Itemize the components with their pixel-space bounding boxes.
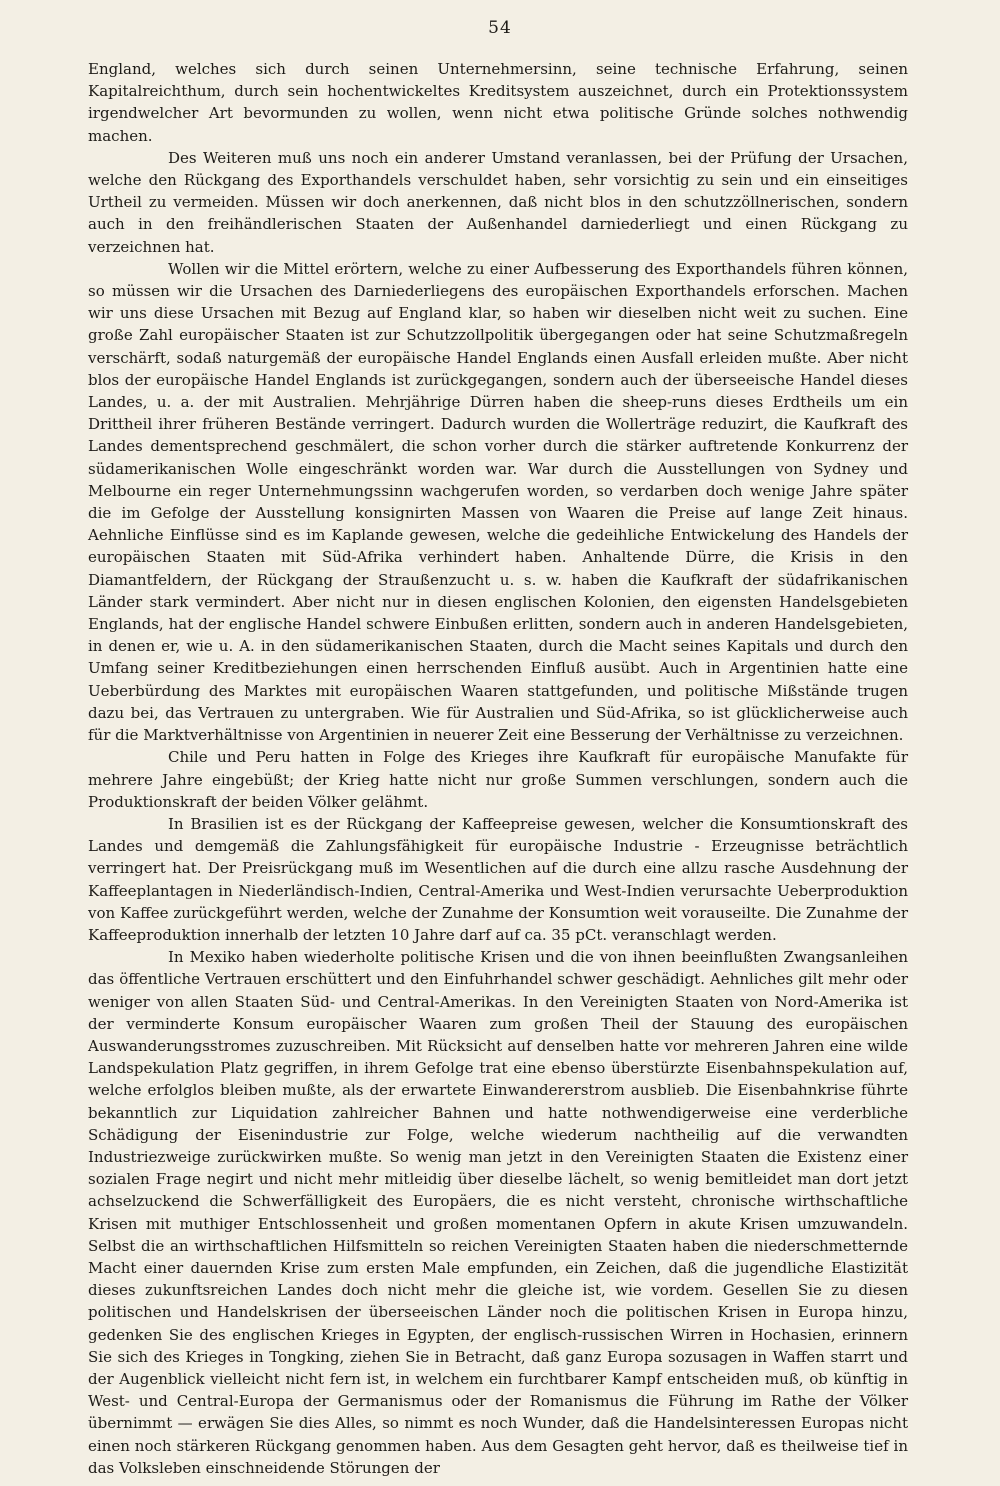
paragraph: Wollen wir die Mittel erörtern, welche zu einer Aufbesserung des Exporthandels führen können, so müssen wir die Ursachen des Darniederliegens des europäischen Exporthandels erforschen. Machen wir uns diese Ursachen mit Bezug auf England klar, so haben wir dieselben nicht weit zu suchen. Eine große Zahl europäischer Staaten ist zur Schutzzollpolitik übergegangen oder hat seine Schutzmaßregeln verschärft, sodaß naturgemäß der europäische Handel Englands einen Ausfall erleiden mußte. Aber nicht blos der europäische Handel Englands ist zurückgegangen, sondern auch der überseeische Handel dieses Landes, u. a. der mit Australien. Mehrjährige Dürren haben die sheep-runs dieses Erdtheils um ein Drittheil ihrer früheren Bestände verringert. Dadurch wurden die Wollerträge reduzirt, die Kaufkraft des Landes dementsprechend geschmälert, die schon vorher durch die stärker auftretende Konkurrenz der südamerikanischen Wolle eingeschränkt worden war. War durch die Ausstellungen von Sydney und Melbourne ein reger Unternehmungssinn wachgerufen worden, so verdarben doch wenige Jahre später die im Gefolge der Ausstellung konsignirten Massen von Waaren die Preise auf lange Zeit hinaus. Aehnliche Einflüsse sind es im Kaplande gewesen, welche die gedeihliche Entwickelung des Handels der europäischen Staaten mit Süd-Afrika verhindert haben. Anhaltende Dürre, die Krisis in den Diamantfeldern, der Rückgang der Straußenzucht u. s. w. haben die Kaufkraft der südafrikanischen Länder stark vermindert. Aber nicht nur in diesen englischen Kolonien, den eigensten Handelsgebieten Englands, hat der englische Handel schwere Einbußen erlitten, sondern auch in anderen Handelsgebieten, in denen er, wie u. A. in den südamerikanischen Staaten, durch die Macht seines Kapitals und durch den Umfang seiner Kreditbeziehungen einen herrschenden Einfluß ausübt. Auch in Argentinien hatte eine Ueberbürdung des Marktes mit europäischen Waaren stattgefunden, und politische Mißstände trugen dazu bei, das Vertrauen zu untergraben. Wie für Australien und Süd-Afrika, so ist glücklicherweise auch für die Marktverhältnisse von Argentinien in neuerer Zeit eine Besserung der Verhältnisse zu verzeichnen. <box>88 259 908 745</box>
paragraph: Des Weiteren muß uns noch ein anderer Umstand veranlassen, bei der Prüfung der Ursachen, welche den Rückgang des Exporthandels verschuldet haben, sehr vorsichtig zu sein und ein einseitiges Urtheil zu vermeiden. Müssen wir doch anerkennen, daß nicht blos in den schutzzöllnerischen, sondern auch in den freihändlerischen Staaten der Außenhandel darniederliegt und einen Rückgang zu verzeichnen hat. <box>88 148 908 256</box>
paragraph: England, welches sich durch seinen Unternehmersinn, seine technische Erfahrung, seinen Kapitalreichthum, durch sein hochentwickeltes Kreditsystem auszeichnet, durch ein Protektionssystem irgendwelcher Art bevormunden zu wollen, wenn nicht etwa politische Gründe solches nothwendig machen. <box>88 60 908 145</box>
body-text <box>88 58 908 1479</box>
paragraph: Chile und Peru hatten in Folge des Krieges ihre Kaufkraft für europäische Manufakte für mehrere Jahre eingebüßt; der Krieg hatte nicht nur große Summen verschlungen, sondern auch die Produktionskraft der beiden Völker gelähmt. <box>88 748 908 811</box>
paragraph: In Mexiko haben wiederholte politische Krisen und die von ihnen beeinflußten Zwangsanleihen das öffentliche Vertrauen erschüttert und den Einfuhrhandel schwer geschädigt. Aehnliches gilt mehr oder weniger von allen Staaten Süd- und Central-Amerikas. In den Vereinigten Staaten von Nord-Amerika ist der verminderte Konsum europäischer Waaren zum großen Theil der Stauung des europäischen Auswanderungsstromes zuzuschreiben. Mit Rücksicht auf denselben hatte vor mehreren Jahren eine wilde Landspekulation Platz gegriffen, in ihrem Gefolge trat eine ebenso überstürzte Eisenbahnspekulation auf, welche erfolglos bleiben mußte, als der erwartete Einwandererstrom ausblieb. Die Eisenbahnkrise führte bekanntlich zur Liquidation zahlreicher Bahnen und hatte nothwendigerweise eine verderbliche Schädigung der Eisenindustrie zur Folge, welche wiederum nachtheilig auf die verwandten Industriezweige zurückwirken mußte. So wenig man jetzt in den Vereinigten Staaten die Existenz einer sozialen Frage negirt und nicht mehr mitleidig über dieselbe lächelt, so wenig bemitleidet man dort jetzt achselzuckend die Schwerfälligkeit des Europäers, die es nicht versteht, chronische wirthschaftliche Krisen mit muthiger Entschlossenheit und großen momentanen Opfern in akute Krisen umzuwandeln. Selbst die an wirthschaftlichen Hilfsmitteln so reichen Vereinigten Staaten haben die niederschmetternde Macht einer dauernden Krise zum ersten Male empfunden, ein Zeichen, daß die jugendliche Elastizität dieses zukunftsreichen Landes doch nicht mehr die gleiche ist, wie vordem. Gesellen Sie zu diesen politischen und Handelskrisen der überseeischen Länder noch die politischen Krisen in Europa hinzu, gedenken Sie des englischen Krieges in Egypten, der englisch-russischen Wirren in Hochasien, erinnern Sie sich des Krieges in Tongking, ziehen Sie in Betracht, daß ganz Europa sozusagen in Waffen starrt und der Augenblick vielleicht nicht fern ist, in welchem ein furchtbarer Kampf entscheiden muß, ob künftig in West- und Central-Europa der Germanismus oder der Romanismus die Führung im Rathe der Völker übernimmt — erwägen Sie dies Alles, so nimmt es noch Wunder, daß die Handelsinteressen Europas nicht einen noch stärkeren Rückgang genommen haben. Aus dem Gesagten geht hervor, daß es theilweise tief in das Volksleben einschneidende Störungen der <box>88 948 908 1477</box>
paragraph: In Brasilien ist es der Rückgang der Kaffeepreise gewesen, welcher die Konsumtionskraft des Landes und demgemäß die Zahlungsfähigkeit für europäische Industrie - Erzeugnisse beträchtlich verringert hat. Der Preisrückgang muß im Wesentlichen auf die durch eine allzu rasche Ausdehnung der Kaffeeplantagen in Niederländisch-Indien, Central-Amerika und West-Indien verursachte Ueberproduktion von Kaffee zurückgeführt werden, welche der Zunahme der Konsumtion weit vorauseilte. Die Zunahme der Kaffeeproduktion innerhalb der letzten 10 Jahre darf auf ca. 35 pCt. veranschlagt werden. <box>88 814 908 944</box>
page-number: 54 <box>488 18 512 38</box>
